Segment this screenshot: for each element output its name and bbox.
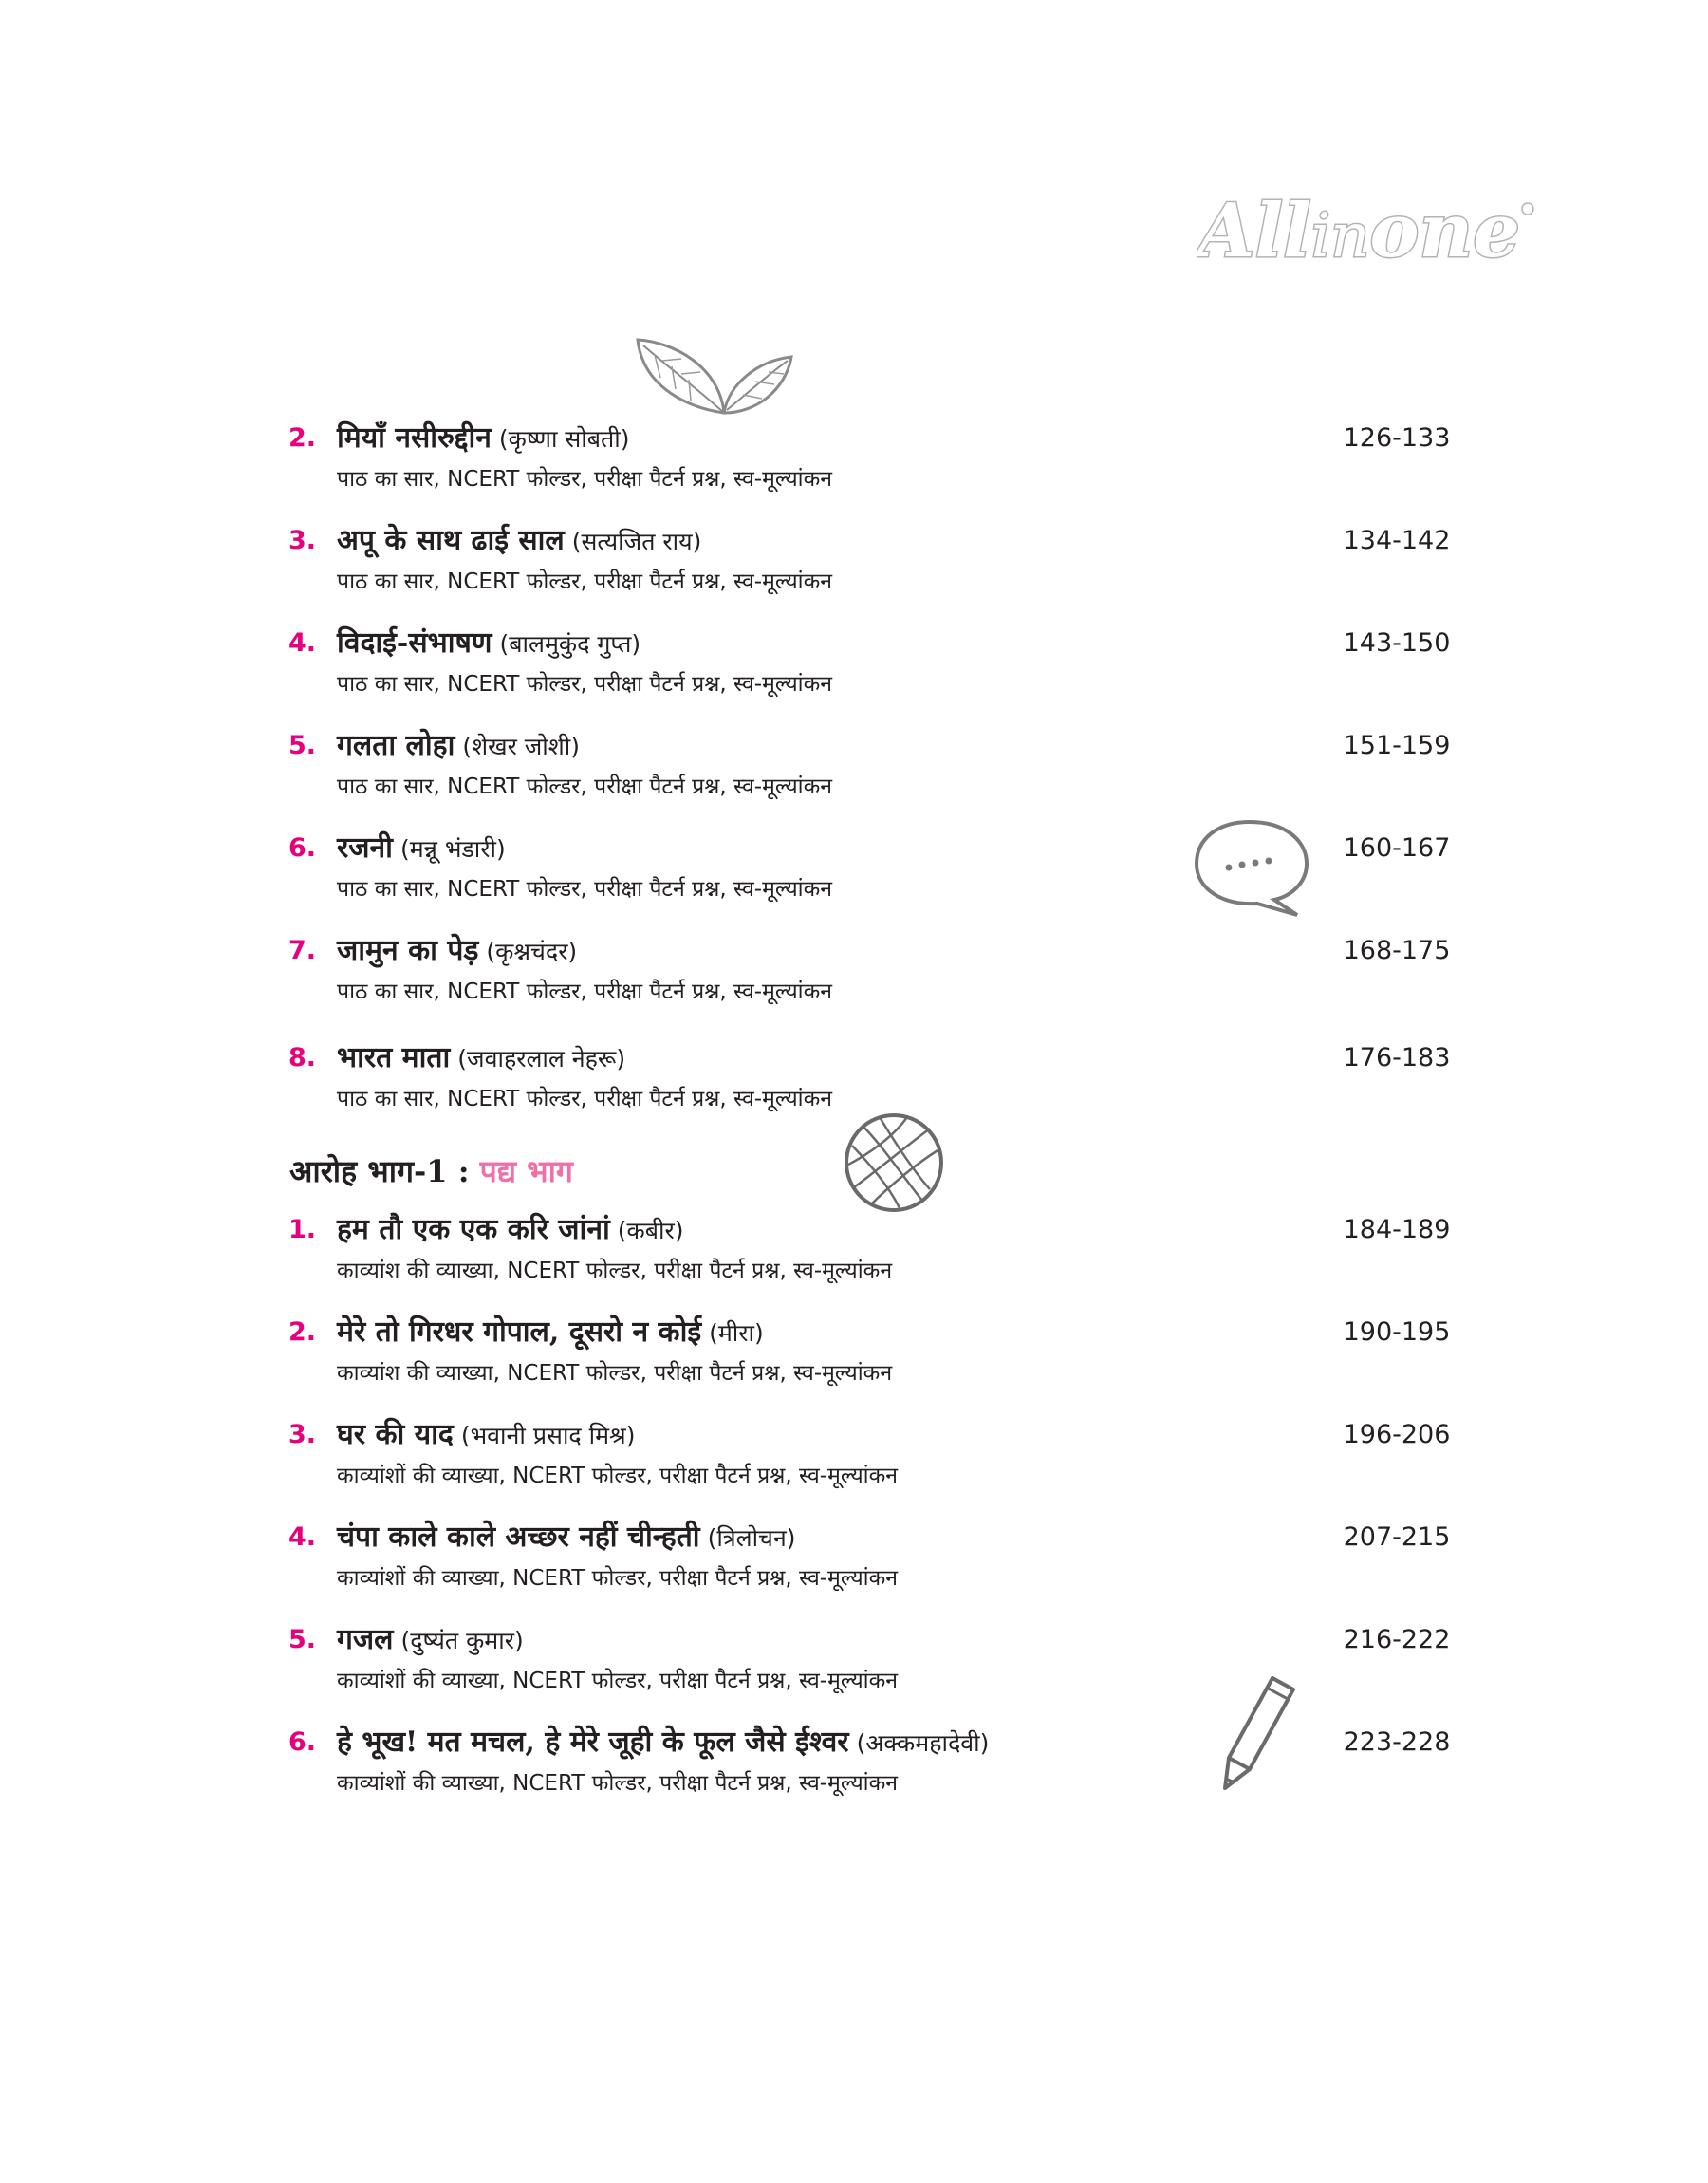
entry-pages: 207-215 [1343,1522,1451,1552]
entry-title: मेरे तो गिरधर गोपाल, दूसरो न कोई [337,1315,702,1349]
entry-description: काव्यांशों की व्याख्या, NCERT फोल्डर, परीक्षा पैटर्न प्रश्न, स्व-मूल्यांकन [337,1669,899,1693]
entry-description: काव्यांशों की व्याख्या, NCERT फोल्डर, परीक्षा पैटर्न प्रश्न, स्व-मूल्यांकन [337,1771,899,1796]
entry-title: हम तौ एक एक करि जांनां [337,1213,610,1246]
entry-author: (कृश्नचंदर) [486,938,578,965]
entry-description: पाठ का सार, NCERT फोल्डर, परीक्षा पैटर्न प्रश्न, स्व-मूल्यांकन [337,467,833,492]
brand-logo-part-1: All [1197,188,1311,273]
entry-number: 6. [288,1727,317,1757]
brand-logo-part-2: in [1310,201,1370,271]
toc-entry[interactable] [0,1039,1708,1134]
entry-pages: 160-167 [1343,833,1451,863]
entry-description: काव्यांशों की व्याख्या, NCERT फोल्डर, परीक्षा पैटर्न प्रश्न, स्व-मूल्यांकन [337,1464,899,1488]
entry-pages: 168-175 [1343,936,1451,965]
entry-pages: 143-150 [1343,628,1451,658]
entry-number: 8. [288,1043,317,1073]
toc-entry[interactable] [0,1314,1708,1409]
entry-title: चंपा काले काले अच्छर नहीं चीन्हती [337,1521,700,1554]
entry-author: (भवानी प्रसाद मिश्र) [460,1422,636,1449]
entry-author: (जवाहरलाल नेहरू) [457,1045,626,1073]
toc-entry[interactable] [0,830,1708,924]
entry-author: (मन्नू भंडारी) [399,835,506,863]
section-heading-accent: पद्य भाग [479,1153,573,1189]
entry-number: 4. [288,628,317,658]
entry-author: (अक्कमहादेवी) [856,1729,990,1757]
entry-number: 6. [288,833,317,863]
entry-author: (त्रिलोचन) [707,1524,796,1552]
entry-pages: 190-195 [1343,1317,1451,1347]
toc-entry[interactable] [0,1724,1708,1819]
entry-pages: 176-183 [1343,1043,1451,1073]
entry-title: गजल [337,1623,394,1656]
entry-title: भारत माता [337,1041,451,1074]
entry-number: 5. [288,1625,317,1654]
toc-entry[interactable] [0,420,1708,514]
entry-description: काव्यांश की व्याख्या, NCERT फोल्डर, परीक्षा पैटर्न प्रश्न, स्व-मूल्यांकन [337,1361,893,1386]
toc-entry[interactable] [0,1416,1708,1511]
section-heading-label: आरोह भाग-1 : [289,1153,470,1189]
entry-pages: 196-206 [1343,1420,1451,1449]
entry-pages: 126-133 [1343,423,1451,453]
entry-number: 3. [288,526,317,555]
entry-pages: 151-159 [1343,731,1451,760]
entry-number: 4. [288,1522,317,1552]
entry-number: 2. [288,423,317,453]
entry-number: 2. [288,1317,317,1347]
entry-description: पाठ का सार, NCERT फोल्डर, परीक्षा पैटर्न प्रश्न, स्व-मूल्यांकन [337,569,833,594]
entry-description: पाठ का सार, NCERT फोल्डर, परीक्षा पैटर्न प्रश्न, स्व-मूल्यांकन [337,980,833,1004]
toc-entry[interactable] [0,522,1708,617]
entry-description: पाठ का सार, NCERT फोल्डर, परीक्षा पैटर्न प्रश्न, स्व-मूल्यांकन [337,877,833,902]
toc-entry[interactable] [0,625,1708,719]
entry-pages: 134-142 [1343,526,1451,555]
toc-entry[interactable] [0,1519,1708,1614]
toc-entry[interactable] [0,727,1708,822]
entry-author: (बालमुकुंद गुप्त) [499,630,641,658]
entry-description: काव्यांश की व्याख्या, NCERT फोल्डर, परीक्षा पैटर्न प्रश्न, स्व-मूल्यांकन [337,1259,893,1283]
entry-title: अपू के साथ ढाई साल [337,524,565,557]
entry-description: पाठ का सार, NCERT फोल्डर, परीक्षा पैटर्न प्रश्न, स्व-मूल्यांकन [337,1087,833,1111]
entry-description: पाठ का सार, NCERT फोल्डर, परीक्षा पैटर्न प्रश्न, स्व-मूल्यांकन [337,774,833,799]
entry-author: (कृष्णा सोबती) [498,425,630,453]
toc-entry[interactable] [0,1621,1708,1716]
entry-title: जामुन का पेड़ [337,934,479,967]
entry-number: 7. [288,936,317,965]
section-heading [289,1150,573,1192]
entry-title: गलता लोहा [337,729,455,762]
brand-logo-part-3: one [1369,188,1520,273]
entry-title: मियाँ नसीरुद्दीन [337,421,492,455]
entry-description: पाठ का सार, NCERT फोल्डर, परीक्षा पैटर्न प्रश्न, स्व-मूल्यांकन [337,672,833,697]
entry-author: (मीरा) [709,1319,764,1347]
entry-number: 5. [288,731,317,760]
entry-pages: 184-189 [1343,1215,1451,1244]
entry-author: (कबीर) [617,1217,684,1244]
entry-pages: 216-222 [1343,1625,1451,1654]
entry-description: काव्यांशों की व्याख्या, NCERT फोल्डर, परीक्षा पैटर्न प्रश्न, स्व-मूल्यांकन [337,1566,899,1591]
entry-author: (सत्यजित राय) [571,528,702,555]
entry-title: विदाई-संभाषण [337,626,492,660]
toc-entry[interactable] [0,1211,1708,1306]
entry-title: रजनी [337,831,393,865]
entry-number: 1. [288,1215,317,1244]
entry-author: (शेखर जोशी) [462,733,580,760]
toc-entry[interactable] [0,932,1708,1027]
entry-title: घर की याद [337,1418,454,1451]
entry-title: हे भूख! मत मचल, हे मेरे जूही के फूल जैसे ईश्वर [337,1726,849,1759]
entry-pages: 223-228 [1343,1727,1451,1757]
entry-number: 3. [288,1420,317,1449]
entry-author: (दुष्यंत कुमार) [400,1627,524,1654]
